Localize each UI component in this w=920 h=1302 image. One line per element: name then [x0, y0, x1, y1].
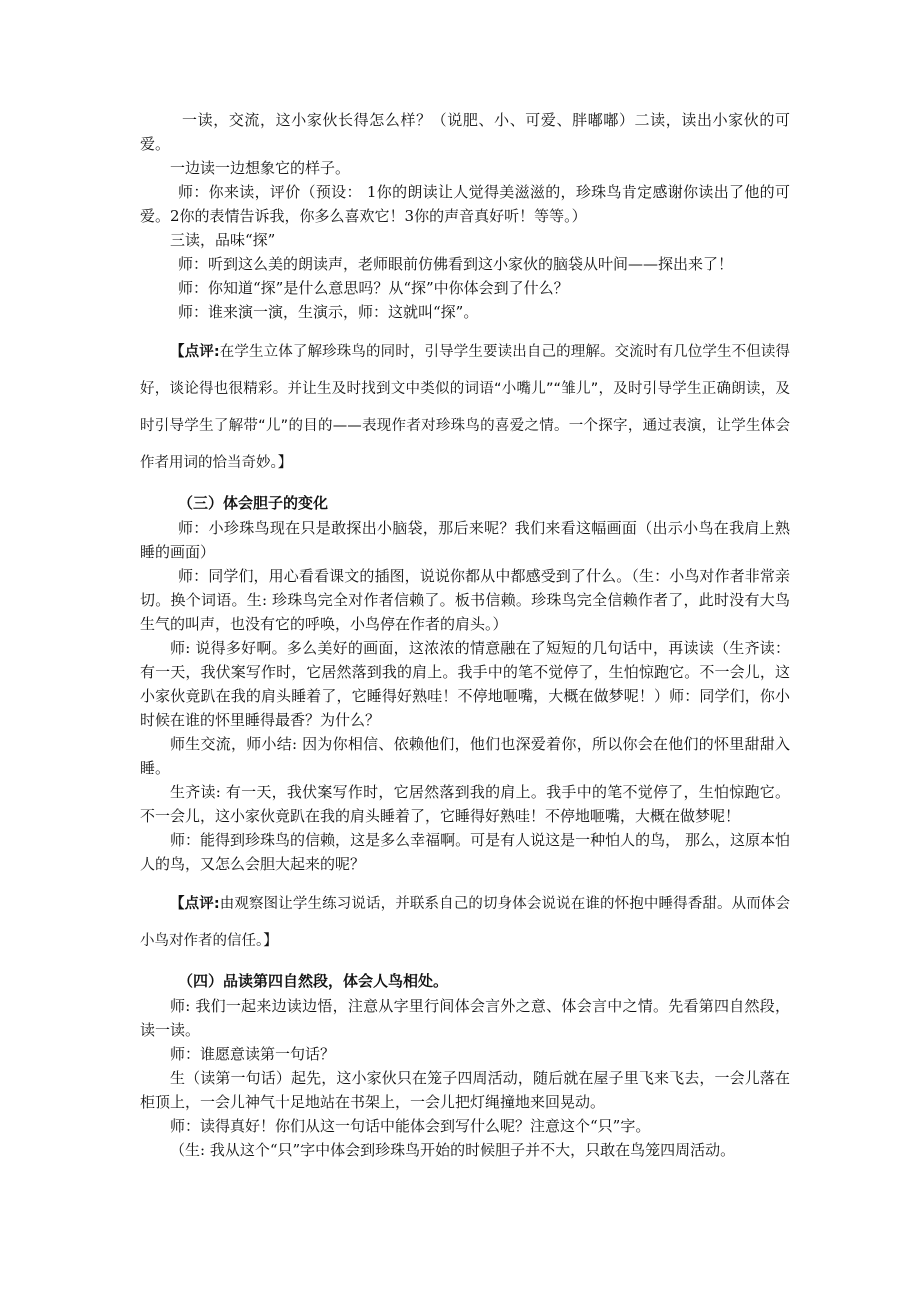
document-page: [140, 108, 790, 1162]
paragraph: 生齐读: 有一天，我伏案写作时，它居然落到我的肩上。我手中的笔不觉停了，生怕惊跑它。不一会儿，这小家伙竟趴在我的肩头睡着了，它睡得好熟哇！不停地咂嘴，大概在做梦呢！: [140, 783, 790, 825]
comment-block-2: [140, 886, 790, 960]
paragraph: 师：你知道“探”是什么意思吗？从“探”中你体会到了什么？: [178, 279, 569, 297]
section-four: [140, 968, 790, 1162]
comment-tag: 【点评:: [170, 344, 220, 360]
paragraph: 师：同学们，用心看看课文的插图，说说你都从中都感受到了什么。（生：小鸟对作者非常亲切。换个词语。生: 珍珠鸟完全对作者信赖了。板书信赖。珍珠鸟完全信赖作者了，此时没有大鸟生气的叫声，也没有它的呼唤，小鸟停在作者的肩头。）: [140, 567, 790, 633]
paragraph: 师生交流，师小结: 因为你相信、依赖他们，他们也深爱着你，所以你会在他们的怀里甜甜入睡。: [140, 735, 790, 777]
paragraph: 师：你来读，评价（预设： 1你的朗读让人觉得美滋滋的，珍珠鸟肯定感谢你读出了他的可爱。2你的表情告诉我，你多么喜欢它！3你的声音真好听！等等。）: [140, 183, 790, 225]
section-heading: （四）品读第四自然段，体会人鸟相处。: [178, 972, 449, 990]
paragraph: 师：能得到珍珠鸟的信赖，这是多么幸福啊。可是有人说这是一种怕人的鸟， 那么，这原本怕人的鸟，又怎么会胆大起来的呢？: [140, 831, 790, 873]
paragraph: （生: 我从这个“只”字中体会到珍珠鸟开始的时候胆子并不大，只敢在鸟笼四周活动。: [170, 1141, 736, 1159]
section-three: [140, 490, 790, 876]
comment-text: 在学生立体了解珍珠鸟的同时，引导学生要读出自己的理解。交流时有几位学生不但读得好，谈论得也很精彩。并让生及时找到文中类似的词语“小嘴儿”“雏儿”，及时引导学生正确朗读，及时引导学生了解带“儿”的目的——表现作者对珍珠鸟的喜爱之情。一个探字，通过表演，让学生体会作者用词的恰当奇妙。】: [140, 344, 790, 471]
paragraph: 师：小珍珠鸟现在只是敢探出小脑袋，那后来呢？我们来看这幅画面（出示小鸟在我肩上熟睡的画面）: [140, 519, 790, 561]
paragraph: 师：谁愿意读第一句话？: [170, 1045, 336, 1063]
paragraph: 生（读第一句话）起先，这小家伙只在笼子四周活动，随后就在屋子里飞来飞去，一会儿落在柜顶上，一会儿神气十足地站在书架上，一会儿把灯绳撞地来回晃动。: [140, 1069, 790, 1111]
comment-block-1: [140, 334, 790, 482]
paragraph: 三读，品味“探”: [170, 231, 276, 249]
paragraph: 一读，交流，这小家伙长得怎么样？（说肥、小、可爱、胖嘟嘟）二读，读出小家伙的可爱。: [140, 111, 790, 153]
paragraph: 一边读一边想象它的样子。: [170, 159, 351, 177]
paragraph: 师: 说得多好啊。多么美好的画面，这浓浓的情意融在了短短的几句话中，再读读（生齐读：有一天，我伏案写作时，它居然落到我的肩上。我手中的笔不觉停了，生怕惊跑它。不一会儿，这小家伙竟趴在我的肩头睡着了，它睡得好熟哇！不停地咂嘴，大概在做梦呢！）师：同学们，你小时候在谁的怀里睡得最香？为什么？: [140, 639, 790, 729]
paragraph: 师：读得真好！你们从这一句话中能体会到写什么呢？注意这个“只”字。: [170, 1117, 651, 1135]
paragraph: 师: 我们一起来边读边悟，注意从字里行间体会言外之意、体会言中之情。先看第四自然段，读一读。: [140, 997, 790, 1039]
section-heading: （三）体会胆子的变化: [178, 494, 329, 512]
section-reading-steps: [140, 108, 790, 324]
paragraph: 师：谁来演一演，生演示，师：这就叫“探”。: [178, 303, 479, 321]
comment-text: 由观察图让学生练习说话，并联系自己的切身体会说说在谁的怀抱中睡得香甜。从而体会小鸟对作者的信任。】: [140, 896, 790, 949]
comment-tag: 【点评:: [170, 896, 220, 912]
paragraph: 师：听到这么美的朗读声，老师眼前仿佛看到这小家伙的脑袋从叶间——探出来了！: [178, 255, 734, 273]
